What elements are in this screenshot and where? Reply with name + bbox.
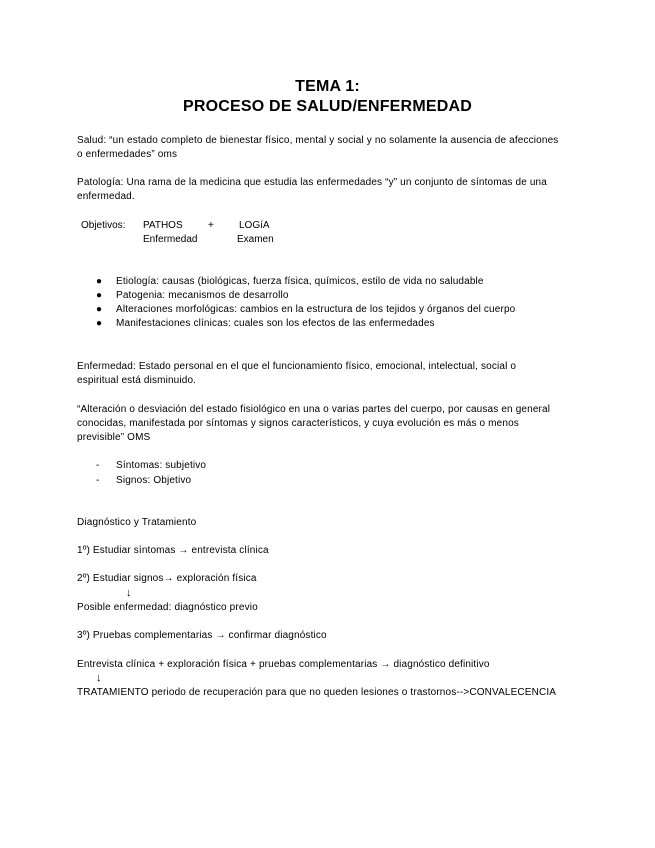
enfermedad-definition-line1: Enfermedad: Estado personal en el que el funcionamiento físico, emocional, intelectual, social o	[77, 361, 517, 372]
arrow-down-icon: ↓	[96, 672, 102, 684]
diagnostico-step2: 2º) Estudiar signos→ exploración física	[77, 573, 257, 584]
pathology-bullet-list	[96, 275, 515, 331]
page-title: TEMA 1:	[295, 78, 360, 95]
list-item	[96, 289, 515, 303]
bullet-icon: ●	[96, 304, 103, 315]
symptoms-signs-list	[96, 458, 206, 488]
alteracion-quote-line2: conocidas, manifestada por síntomas y signos característicos, y cuya evolución es más o menos	[77, 418, 519, 429]
diagnostico-heading: Diagnóstico y Tratamiento	[77, 517, 197, 528]
arrow-down-icon: ↓	[126, 587, 132, 599]
diagnostico-step3: 3º) Pruebas complementarias → confirmar diagnóstico	[77, 630, 327, 641]
objetivos-plus: +	[208, 220, 214, 231]
objetivos-meaning-examen: Examen	[237, 234, 274, 245]
list-item-text: Manifestaciones clínicas: cuales son los efectos de las enfermedades	[116, 318, 435, 329]
bullet-icon: ●	[96, 318, 103, 329]
list-item-text: Patogenia: mecanismos de desarrollo	[116, 290, 289, 301]
alteracion-quote-line3: previsible” OMS	[77, 432, 151, 443]
list-item	[96, 303, 515, 317]
objetivos-label: Objetivos:	[81, 220, 126, 231]
objetivos-term-pathos: PATHOS	[143, 220, 183, 231]
bullet-icon: ●	[96, 290, 103, 301]
salud-definition-line1: Salud: “un estado completo de bienestar físico, mental y social y no solamente la ausencia de afecciones	[77, 135, 559, 146]
list-item	[96, 317, 515, 331]
enfermedad-definition-line2: espiritual está disminuido.	[77, 375, 197, 386]
patologia-definition-line2: enfermedad.	[77, 191, 135, 202]
diagnostico-posible: Posible enfermedad: diagnóstico previo	[77, 602, 258, 613]
page-subtitle: PROCESO DE SALUD/ENFERMEDAD	[183, 98, 472, 115]
objetivos-meaning-enfermedad: Enfermedad	[143, 234, 198, 245]
list-item-text: Etiología: causas (biológicas, fuerza física, químicos, estilo de vida no saludable	[116, 276, 484, 287]
list-item-text: Alteraciones morfológicas: cambios en la estructura de los tejidos y órganos del cuerpo	[116, 304, 516, 315]
list-item-text: Signos: Objetivo	[116, 475, 192, 486]
list-item	[96, 473, 206, 488]
salud-definition-line2: o enfermedades” oms	[77, 149, 178, 160]
diagnostico-definitivo: Entrevista clínica + exploración física + pruebas complementarias → diagnóstico definitivo	[77, 659, 490, 670]
bullet-icon: ●	[96, 276, 103, 287]
dash-icon: -	[96, 475, 100, 486]
list-item-text: Síntomas: subjetivo	[116, 460, 207, 471]
tratamiento-line: TRATAMIENTO periodo de recuperación para que no queden lesiones o trastornos-->CONVALECENCIA	[77, 687, 557, 698]
patologia-definition-line1: Patología: Una rama de la medicina que estudia las enfermedades “y” un conjunto de síntomas de una	[77, 177, 547, 188]
dash-icon: -	[96, 460, 100, 471]
objetivos-term-logia: LOGíA	[239, 220, 270, 231]
list-item	[96, 458, 206, 473]
list-item	[96, 275, 515, 289]
diagnostico-step1: 1º) Estudiar síntomas → entrevista clínica	[77, 545, 269, 556]
alteracion-quote-line1: “Alteración o desviación del estado fisiológico en una o varias partes del cuerpo, por causas en general	[77, 404, 551, 415]
